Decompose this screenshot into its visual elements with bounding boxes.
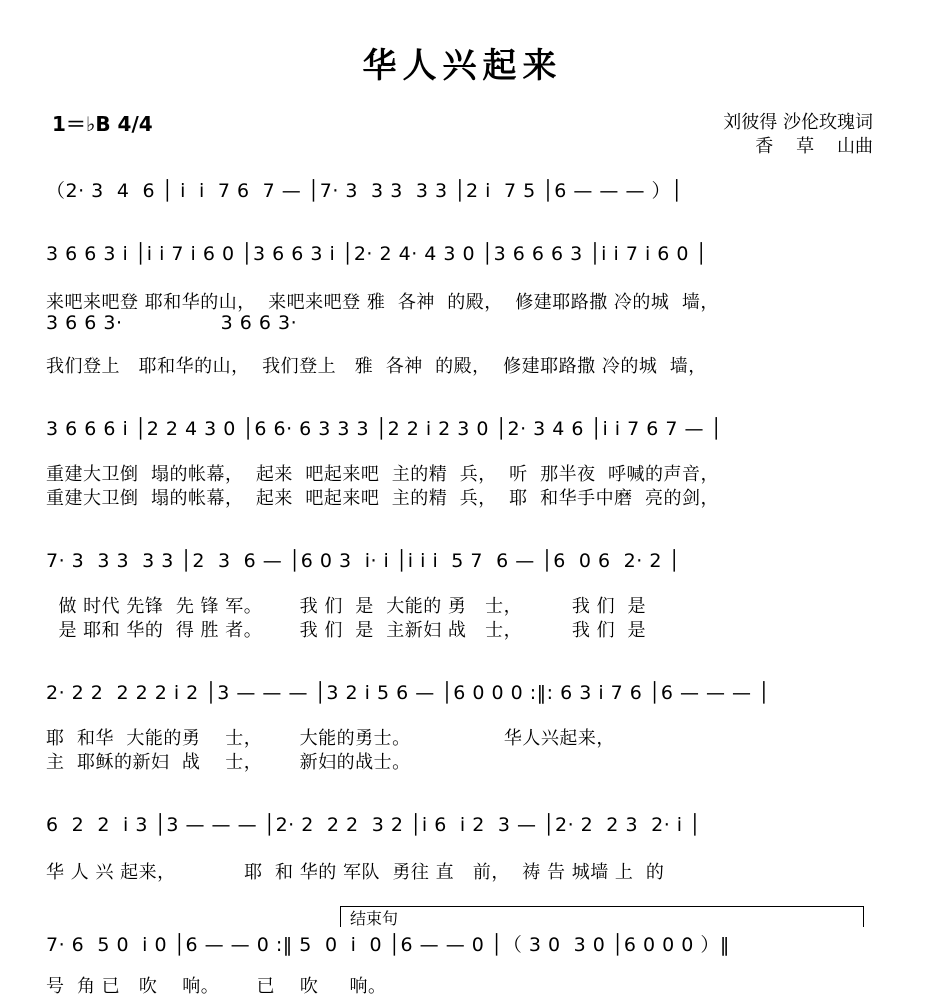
lyricist-credit: 刘彼得 沙伦玫瑰词 [723, 112, 873, 133]
composer-credit: 香 草 山曲 [755, 136, 873, 157]
system-7-notes: 6 2 2 i 3 │3 — — — │2· 2 2 2 3 2 │i 6 i 2 3 — │2· 2 2 3 2· i │ [46, 814, 702, 836]
system-6-notes: 2· 2 2 2 2 2 i 2 │3 — — — │3 2 i 5 6 — │6 0 0 0 :‖: 6 3 i 7 6 │6 — — — │ [46, 682, 771, 704]
system-5-lyric-2: 是 耶和 华的 得 胜 者。 我 们 是 主新妇 战 士， 我 们 是 [46, 620, 647, 641]
system-3-lyric: 我们登上 耶和华的山， 我们登上 雅 各神 的殿， 修建耶路撒 冷的城 墙， [46, 356, 707, 377]
ending-label: 结束句 [350, 909, 399, 928]
system-8-notes: 7· 6 5 0 i 0 │6 — — 0 :‖ 5 0 i 0 │6 — — 0 │（ 3 0 3 0 │6 0 0 0 ）‖ [46, 934, 730, 956]
system-6-lyric-2: 主 耶稣的新妇 战 士， 新妇的战士。 [46, 752, 411, 773]
ending-bracket [340, 906, 864, 927]
key-signature: 1＝♭B 4/4 [52, 112, 153, 136]
system-7-lyric: 华 人 兴 起来， 耶 和 华的 军队 勇往 直 前， 祷 告 城墙 上 的 [46, 862, 665, 883]
system-6-lyric-1: 耶 和华 大能的勇 士， 大能的勇士。 华人兴起来， [46, 728, 615, 749]
system-4-lyric-2: 重建大卫倒 塌的帐幕， 起来 吧起来吧 主的精 兵， 耶 和华手中磨 亮的剑， [46, 488, 720, 509]
system-8-lyric: 号 角 已 吹 响。 已 吹 响。 [46, 976, 387, 997]
system-4-lyric-1: 重建大卫倒 塌的帐幕， 起来 吧起来吧 主的精 兵， 听 那半夜 呼喊的声音， [46, 464, 720, 485]
system-2-lyric: 来吧来吧登 耶和华的山， 来吧来吧登 雅 各神 的殿， 修建耶路撒 冷的城 墙， [46, 292, 719, 313]
system-5-notes: 7· 3 3 3 3 3 │2 3 6 — │6 0 3 i· i │i i i 5 7 6 — │6 0 6 2· 2 │ [46, 550, 681, 572]
system-2-notes: 3 6 6 3 i │i i 7 i 6 0 │3 6 6 3 i │2· 2 4· 4 3 0 │3 6 6 6 3 │i i 7 i 6 0 │ [46, 243, 708, 265]
system-4-notes: 3 6 6 6 i │2 2 4 3 0 │6 6· 6 3 3 3 │2 2 i 2 3 0 │2· 3 4 6 │i i 7 6 7 — │ [46, 418, 723, 440]
song-title: 华人兴起来 [362, 46, 563, 86]
system-5-lyric-1: 做 时代 先锋 先 锋 军。 我 们 是 大能的 勇 士， 我 们 是 [46, 596, 647, 617]
system-3-notes: 3 6 6 3· 3 6 6 3· [46, 312, 298, 334]
system-1-notes: （2· 3 4 6 │ i i 7 6 7 — │7· 3 3 3 3 3 │2 i 7 5 │6 — — — ）│ [46, 180, 683, 202]
